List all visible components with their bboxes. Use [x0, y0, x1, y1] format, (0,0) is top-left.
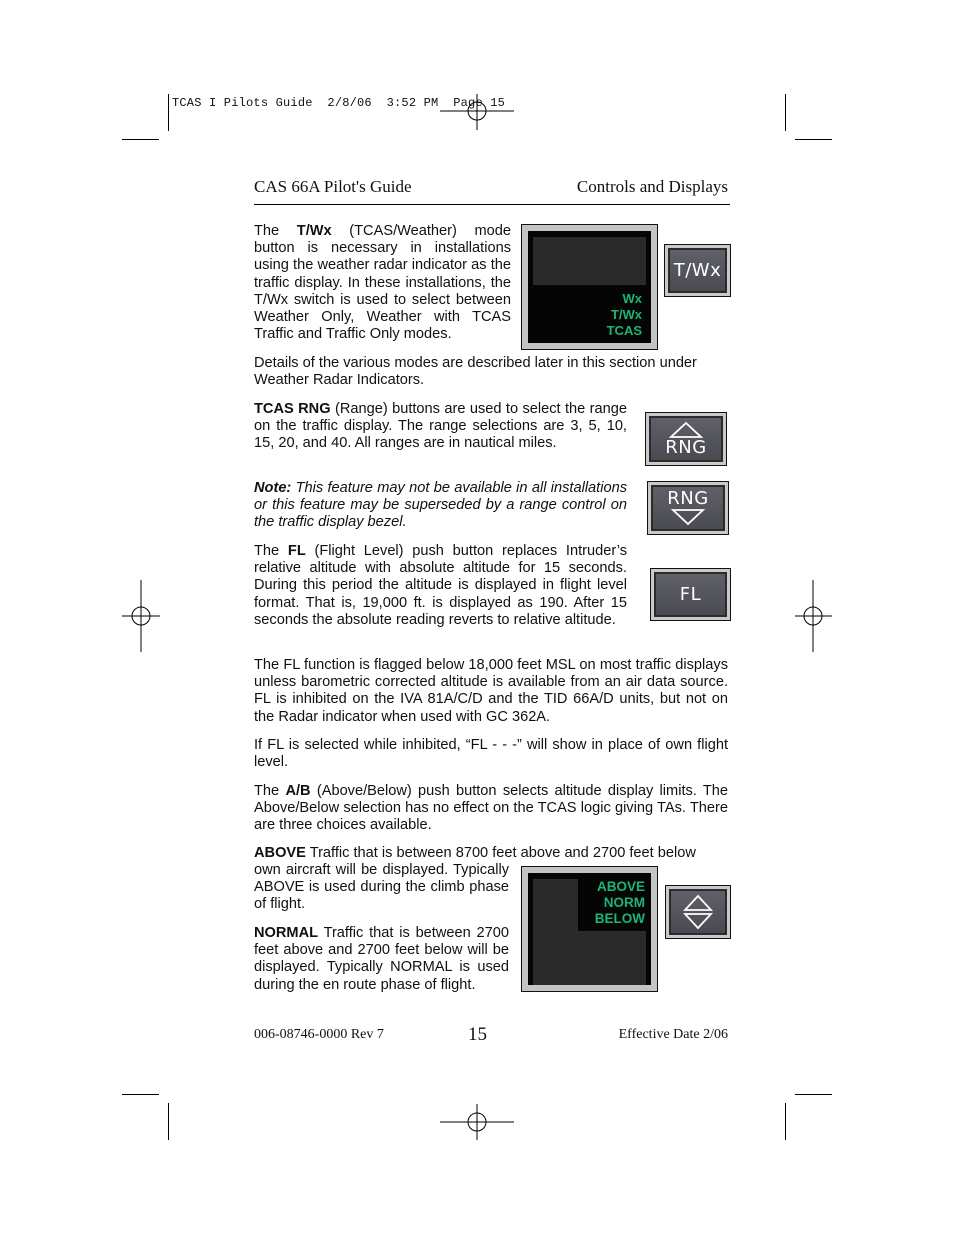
- header-rule: [254, 204, 730, 205]
- twx-mode-labels: [607, 291, 642, 339]
- triangle-down-icon: [670, 508, 706, 526]
- mode-above: ABOVE: [596, 879, 645, 894]
- mode-wx: Wx: [622, 291, 642, 306]
- footer-effective-date: Effective Date 2/06: [618, 1027, 728, 1042]
- mode-twx: T/Wx: [610, 307, 642, 322]
- ab-button[interactable]: [665, 885, 731, 939]
- paragraph-fl: The FL (Flight Level) push button replaces Intruder’s relative altitude with absolute altitude for 15 seconds. During this period the altitude is displayed in flight level format. That is, 19,000 ft. is displayed as 190. After 15 seconds the absolute reading reverts to relative altitude.: [254, 543, 628, 628]
- fl-button-label: FL: [679, 584, 702, 605]
- paragraph-rng: TCAS RNG (Range) buttons are used to select the range on the traffic display. The range selections are 3, 5, 10, 15, 20, and 40. All ranges are in nautical miles.: [254, 401, 627, 452]
- paragraph-fl-inhibited: If FL is selected while inhibited, “FL - - -” will show in place of own flight level.: [254, 737, 728, 771]
- page-number: 15: [468, 1024, 487, 1045]
- paragraph-above-rest: own aircraft will be displayed. Typically ABOVE is used during the climb phase of flight.: [254, 862, 509, 913]
- footer-doc-number: 006-08746-0000 Rev 7: [254, 1027, 384, 1042]
- paragraph-note: Note: This feature may not be available in all installations or this feature may be superseded by a range control on the traffic display bezel.: [254, 480, 627, 531]
- header-section: Controls and Displays: [576, 177, 728, 196]
- paragraph-ab: The A/B (Above/Below) push button selects altitude display limits. The Above/Below selection has no effect on the TCAS logic giving TAs. There are three choices available.: [254, 783, 729, 834]
- rng-up-button[interactable]: [645, 412, 727, 466]
- ab-mode-display: [521, 866, 658, 992]
- paragraph-above-line1: ABOVE Traffic that is between 8700 feet above and 2700 feet below: [254, 845, 696, 861]
- rng-down-button[interactable]: [647, 481, 729, 535]
- print-slug: TCAS I Pilots Guide 2/8/06 3:52 PM Page 15: [172, 96, 506, 110]
- mode-below: BELOW: [594, 911, 645, 926]
- paragraph-fl-flagged: The FL function is flagged below 18,000 feet MSL on most traffic displays unless barometric corrected altitude is available from an air data source. FL is inhibited on the IVA 81A/C/D and the TID 66A/D units, but not on the Radar indicator when used with GC 362A.: [254, 657, 728, 725]
- ab-mode-labels: [595, 879, 645, 927]
- rng-up-label: RNG: [665, 437, 707, 458]
- twx-button[interactable]: [664, 244, 731, 297]
- mode-tcas: TCAS: [606, 323, 642, 338]
- paragraph-details: Details of the various modes are described later in this section under Weather Radar Indicators.: [254, 355, 697, 389]
- mode-norm: NORM: [603, 895, 645, 910]
- paragraph-twx: The T/Wx (TCAS/Weather) mode button is necessary in installations using the weather radar indicator as the traffic display. In these installations, the T/Wx switch is used to select between Weather Only, Weather with TCAS Traffic and Traffic Only modes.: [254, 223, 512, 343]
- header-title: CAS 66A Pilot's Guide: [254, 177, 412, 196]
- twx-mode-display: [521, 224, 658, 350]
- display-screen-area: [533, 237, 646, 285]
- up-down-arrows-icon: [683, 894, 713, 930]
- paragraph-normal: NORMAL Traffic that is between 2700 feet above and 2700 feet below will be displayed. Typically NORMAL is used during the en route phase of flight.: [254, 925, 509, 993]
- twx-button-label: T/Wx: [673, 260, 722, 281]
- fl-button[interactable]: [650, 568, 731, 621]
- rng-down-label: RNG: [667, 488, 709, 509]
